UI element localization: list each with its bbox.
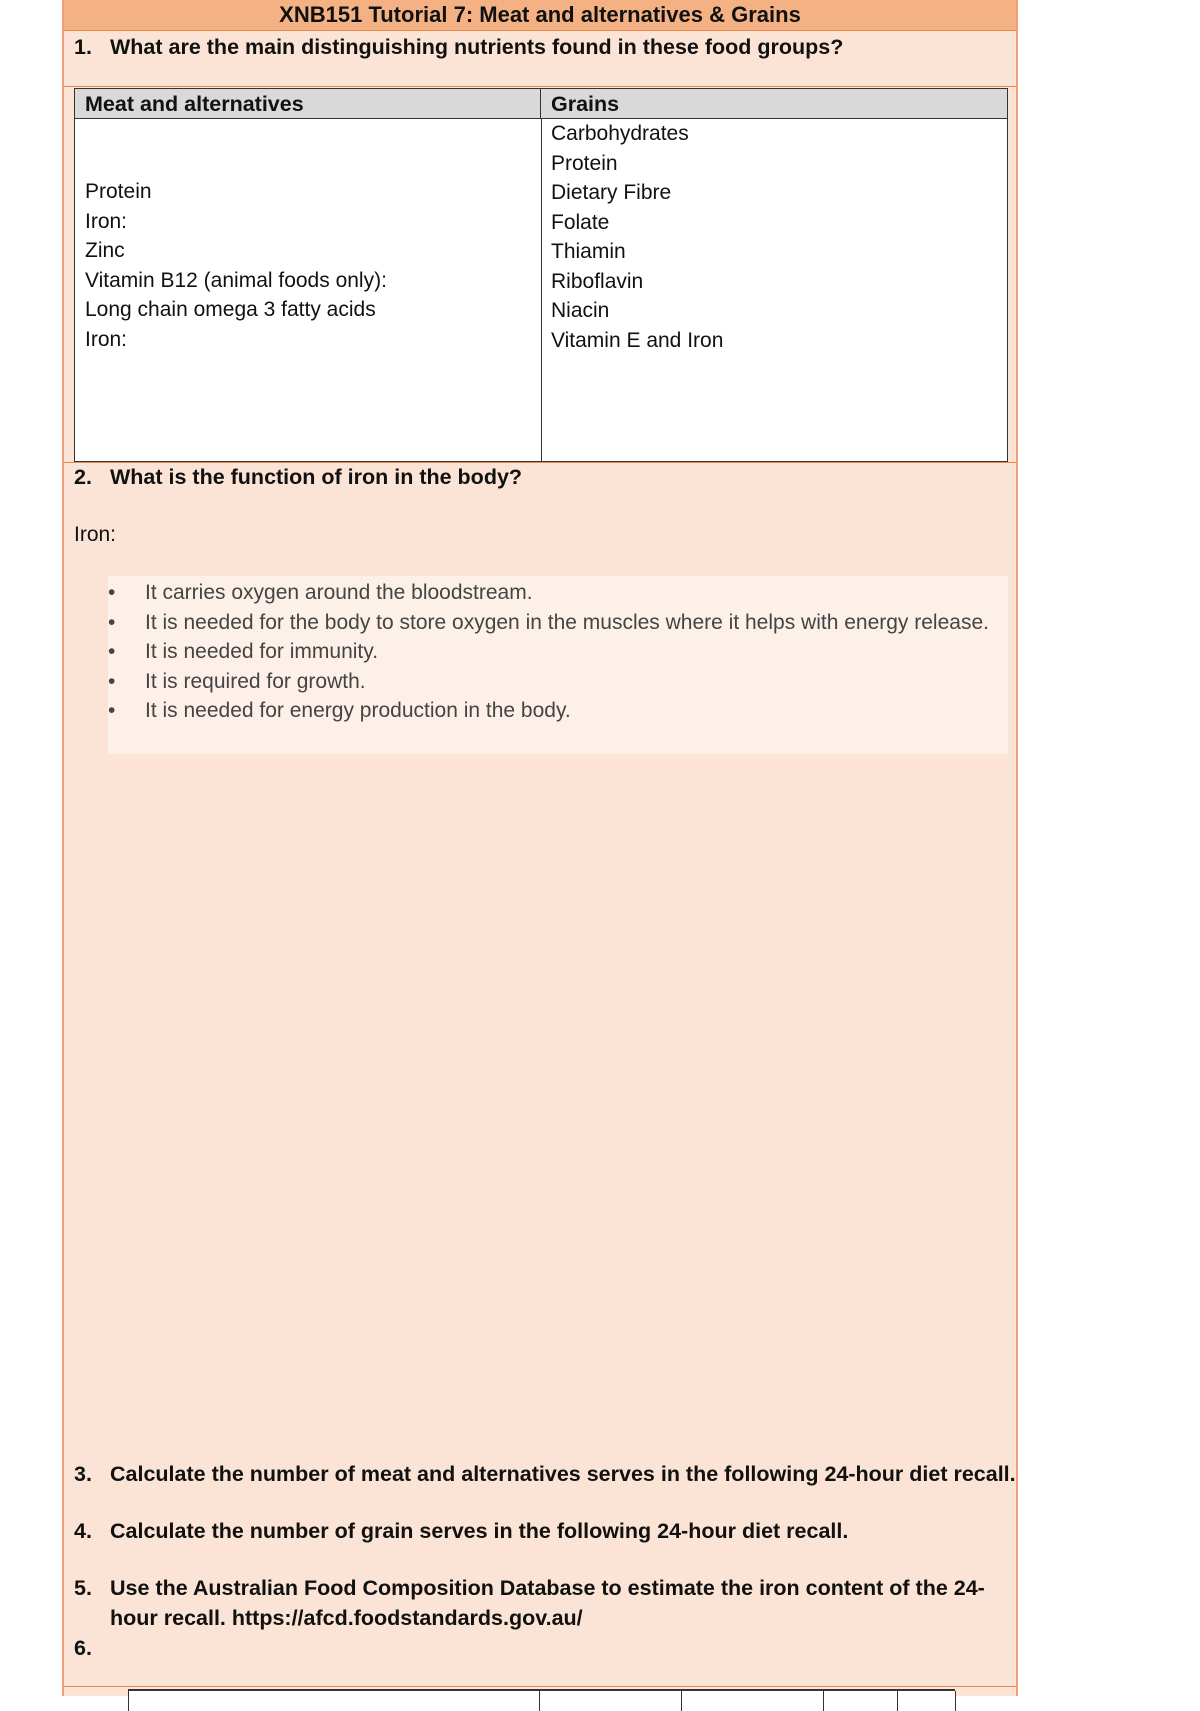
list-item: Niacin (551, 299, 610, 322)
table-column-divider (897, 1691, 898, 1711)
list-item: Thiamin (551, 240, 626, 263)
question-1 (74, 32, 843, 62)
document-title: XNB151 Tutorial 7: Meat and alternatives & Grains (64, 0, 1016, 31)
question-4 (74, 1516, 848, 1546)
question-3 (74, 1459, 1016, 1489)
bullet-icon: • (108, 699, 116, 722)
bullet-icon: • (108, 669, 116, 693)
list-item: Iron: (85, 327, 128, 351)
question-text: Calculate the number of grain serves in the following 24-hour diet recall. (110, 1519, 849, 1543)
grain-nutrient-list (551, 119, 723, 355)
iron-function-list (108, 578, 1008, 726)
afcd-link: hour recall. https://afcd.foodstandards.gov.au/ (110, 1606, 583, 1630)
list-item: Vitamin B12 (animal foods only): (85, 268, 387, 292)
bullet-icon: • (108, 640, 116, 663)
table-column-divider (823, 1691, 824, 1711)
bullet-icon: • (108, 581, 116, 604)
question-5 (74, 1573, 985, 1633)
question-number: 1. (74, 35, 92, 59)
iron-functions-box (108, 576, 1008, 754)
list-item: Folate (551, 210, 610, 234)
list-item: • It is needed for immunity. (108, 637, 1008, 667)
list-item: Carbohydrates (551, 122, 689, 145)
question-text: What are the main distinguishing nutrients found in these food groups? (110, 35, 844, 59)
list-item: Protein (551, 151, 618, 175)
list-item: Vitamin E and Iron (551, 328, 724, 352)
table-header-grains: Grains (541, 89, 1007, 119)
question-text: Calculate the number of meat and alternatives serves in the following 24-hour diet recall. (110, 1462, 1016, 1486)
document-page (62, 0, 1018, 1696)
question-number: 3. (74, 1462, 92, 1486)
bullet-icon: • (108, 610, 116, 634)
list-item: • It is required for growth. (108, 667, 1008, 697)
question-2 (74, 462, 522, 492)
table-header-meat: Meat and alternatives (75, 89, 541, 119)
nutrient-table (74, 88, 1008, 462)
question-text: Use the Australian Food Composition Database to estimate the iron content of the 24- hour recall. https://afcd.foodstandards.gov.au/ (110, 1576, 985, 1630)
diet-recall-table (128, 1689, 955, 1711)
table-column-divider (681, 1691, 682, 1711)
list-item: • It is needed for energy production in the body. (108, 696, 1008, 726)
iron-label: Iron: (74, 523, 117, 546)
section-divider (64, 86, 1016, 87)
question-number: 4. (74, 1519, 92, 1543)
question-6 (74, 1633, 110, 1663)
list-item: Iron: (85, 209, 128, 233)
question-number: 6. (74, 1636, 92, 1660)
table-column-divider (539, 1691, 540, 1711)
list-item: Dietary Fibre (551, 181, 672, 204)
meat-nutrient-list (85, 177, 387, 354)
list-item: Zinc (85, 239, 125, 262)
question-number: 5. (74, 1576, 92, 1600)
question-number: 2. (74, 465, 92, 489)
list-item: • It carries oxygen around the bloodstream. (108, 578, 1008, 608)
section-divider (64, 1686, 1016, 1687)
table-column-divider (541, 119, 542, 461)
table-column-divider (955, 1691, 956, 1711)
list-item: Riboflavin (551, 269, 644, 293)
list-item: Long chain omega 3 fatty acids (85, 298, 376, 321)
list-item: Protein (85, 180, 152, 203)
list-item: • It is needed for the body to store oxygen in the muscles where it helps with energy release. (108, 608, 1008, 638)
question-text: What is the function of iron in the body? (110, 465, 523, 489)
